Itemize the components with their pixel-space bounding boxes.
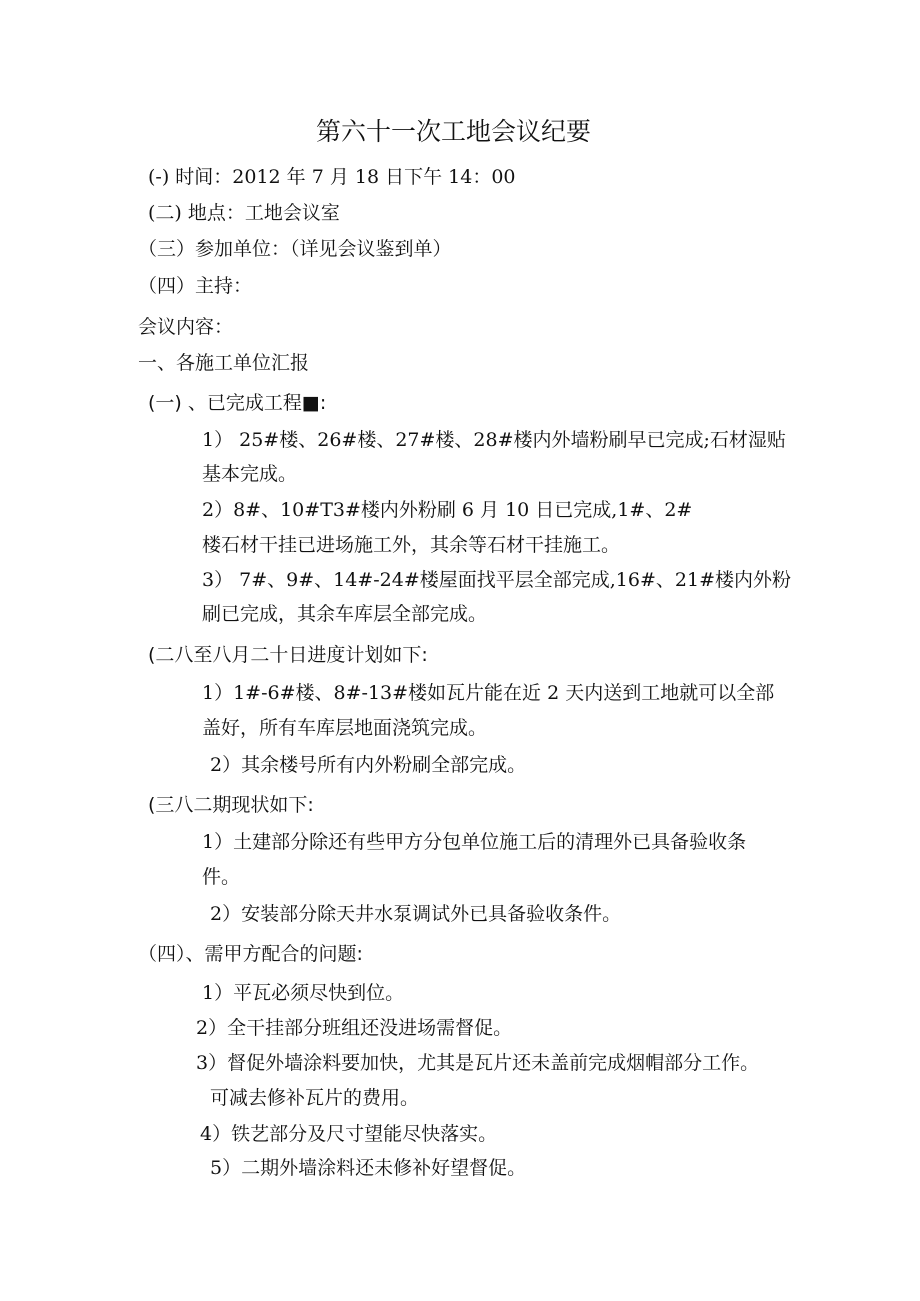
phase2-item-2: 2）安装部分除天井水泵调试外已具备验收条件。 (210, 903, 622, 925)
subsection-heading-phase2: (三八二期现状如下: (148, 794, 314, 816)
completed-item-3-line-2: 刷已完成，其余车库层全部完成。 (202, 603, 488, 625)
content-label: 会议内容： (138, 316, 234, 338)
completed-item-3-line-1: 3） 7#、9#、14#-24#楼屋面找平层全部完成,16#、21#楼内外粉 (202, 569, 791, 591)
participating-units: （三）参加单位：（详见会议鉴到单） (138, 238, 452, 260)
phase2-item-1-line-2: 件。 (202, 866, 241, 888)
completed-item-1-line-1: 1） 25#楼、26#楼、27#楼、28#楼内外墙粉刷早已完成;石材湿贴 (202, 429, 786, 451)
issue-item-3-line-2: 可减去修补瓦片的费用。 (210, 1087, 420, 1109)
completed-item-2-line-2: 楼石材干挂已进场施工外，其余等石材干挂施工。 (202, 534, 621, 556)
plan-item-1-line-1: 1）1#-6#楼、8#-13#楼如瓦片能在近 2 天内送到工地就可以全部 (202, 682, 775, 704)
issue-item-1: 1）平瓦必须尽快到位。 (202, 982, 405, 1004)
subsection-heading-completed: (一) 、已完成工程■: (148, 392, 327, 414)
issue-item-5: 5）二期外墙涂料还未修补好望督促。 (210, 1157, 527, 1179)
document-title: 第六十一次工地会议纪要 (316, 117, 592, 146)
plan-item-2: 2）其余楼号所有内外粉刷全部完成。 (210, 754, 527, 776)
plan-item-1-line-2: 盖好，所有车库层地面浇筑完成。 (202, 717, 488, 739)
issue-item-3-line-1: 3）督促外墙涂料要加快，尤其是瓦片还未盖前完成烟帽部分工作。 (196, 1052, 760, 1074)
meeting-place: (二) 地点：工地会议室 (148, 202, 340, 224)
issue-item-2: 2）全干挂部分班组还没进场需督促。 (196, 1017, 513, 1039)
section-heading-reports: 一、各施工单位汇报 (138, 352, 310, 374)
meeting-time: (-) 时间：2012 年 7 月 18 日下午 14：00 (148, 166, 516, 188)
subsection-heading-plan: (二八至八月二十日进度计划如下: (148, 644, 428, 666)
completed-item-2-line-1: 2）8#、10#T3#楼内外粉刷 6 月 10 日已完成,1#、2# (202, 499, 693, 521)
meeting-host: （四）主持： (138, 275, 253, 297)
completed-item-1-line-2: 基本完成。 (202, 463, 298, 485)
subsection-heading-issues: （四）、需甲方配合的问题: (138, 943, 363, 965)
phase2-item-1-line-1: 1）土建部分除还有些甲方分包单位施工后的清理外已具备验收条 (202, 831, 747, 853)
issue-item-4: 4）铁艺部分及尺寸望能尽快落实。 (200, 1123, 498, 1145)
